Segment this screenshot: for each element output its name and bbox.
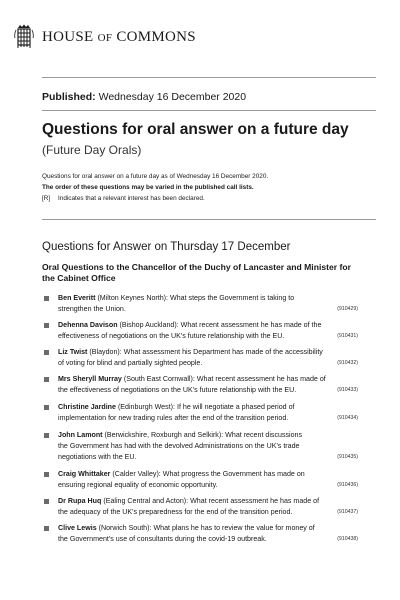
bullet-icon <box>44 350 49 355</box>
bullet-icon <box>44 472 49 477</box>
question-item <box>42 523 382 545</box>
member-name: Ben Everitt <box>58 294 96 302</box>
question-reference: (910431) <box>337 333 358 339</box>
member-name: Clive Lewis <box>58 524 97 532</box>
question-text <box>58 320 358 342</box>
question-text <box>58 430 358 463</box>
published-line <box>42 91 246 103</box>
logo-word-of: OF <box>97 31 113 44</box>
question-text <box>58 496 358 518</box>
member-name: Dehenna Davison <box>58 321 118 329</box>
member-constituency: (Edinburgh West): <box>117 403 175 411</box>
bullet-icon <box>44 405 49 410</box>
member-constituency: (South East Cornwall): <box>123 375 195 383</box>
question-line: What recent assessment he has made of <box>190 497 320 505</box>
member-name: John Lamont <box>58 431 103 439</box>
bullet-icon <box>44 526 49 531</box>
question-line: What recent discussions <box>225 431 303 439</box>
relevant-interest-marker: [R] <box>42 195 51 202</box>
question-item <box>42 293 382 315</box>
question-line: What progress the Government has made on <box>162 470 305 478</box>
question-line: strengthen the Union. <box>58 305 126 313</box>
section-subheading: Oral Questions to the Chancellor of the Duchy of Lancaster and Minister for the Cabinet Office <box>42 262 351 283</box>
question-line: What recent assessment he has made of the <box>180 321 322 329</box>
page-subtitle: (Future Day Orals) <box>42 143 142 157</box>
note-relevant-interest <box>42 195 205 202</box>
question-text <box>58 469 358 491</box>
member-name: Mrs Sheryll Murray <box>58 375 122 383</box>
bullet-icon <box>44 499 49 504</box>
question-line: the Government has had with the devolved Administrations on the UK's trade <box>58 442 300 450</box>
question-reference: (910434) <box>337 415 358 421</box>
member-constituency: (Blaydon): <box>89 348 122 356</box>
relevant-interest-text: Indicates that a relevant interest has been declared. <box>58 195 205 202</box>
question-text <box>58 402 358 424</box>
question-item <box>42 496 382 518</box>
divider-published <box>42 110 376 111</box>
member-constituency: (Calder Valley): <box>112 470 161 478</box>
question-reference: (910435) <box>337 454 358 460</box>
question-reference: (910432) <box>337 360 358 366</box>
question-text <box>58 523 358 545</box>
house-of-commons-logo <box>14 24 196 50</box>
divider-notes <box>42 219 376 220</box>
question-item <box>42 347 382 369</box>
section-heading: Questions for Answer on Thursday 17 December <box>42 241 291 253</box>
question-reference: (910429) <box>337 306 358 312</box>
question-item <box>42 374 382 396</box>
page-title: Questions for oral answer on a future day <box>42 121 349 138</box>
member-name: Liz Twist <box>58 348 88 356</box>
question-line: the adequacy of the UK's preparedness for the end of the transition period. <box>58 508 293 516</box>
portcullis-icon <box>14 24 34 50</box>
question-line: ensuring regional equality of economic opportunity. <box>58 481 218 489</box>
question-item <box>42 402 382 424</box>
question-reference: (910438) <box>337 536 358 542</box>
logo-word-house: HOUSE <box>42 28 94 45</box>
question-line: What steps the Government is taking to <box>170 294 295 302</box>
question-line: What assessment his Department has made of the accessibility <box>123 348 323 356</box>
bullet-icon <box>44 377 49 382</box>
bullet-icon <box>44 296 49 301</box>
question-line: the effectiveness of negotiations on the UK's future relationship with the EU. <box>58 386 297 394</box>
bullet-icon <box>44 433 49 438</box>
published-date: Wednesday 16 December 2020 <box>98 91 247 103</box>
member-constituency: (Berwickshire, Roxburgh and Selkirk): <box>104 431 224 439</box>
question-item <box>42 430 382 463</box>
member-name: Craig Whittaker <box>58 470 111 478</box>
bullet-icon <box>44 323 49 328</box>
divider-top <box>42 77 376 78</box>
member-constituency: (Ealing Central and Acton): <box>103 497 189 505</box>
logo-wordmark <box>42 29 196 46</box>
member-name: Dr Rupa Huq <box>58 497 102 505</box>
member-constituency: (Milton Keynes North): <box>97 294 169 302</box>
question-line: the Government's use of consultants during the covid-19 outbreak. <box>58 535 267 543</box>
question-line: effectiveness of negotiations on the UK's future relationship with the EU. <box>58 332 285 340</box>
member-constituency: (Bishop Auckland): <box>119 321 179 329</box>
note-order: The order of these questions may be varied in the published call lists. <box>42 184 254 191</box>
question-text <box>58 293 358 315</box>
member-constituency: (Norwich South): <box>98 524 152 532</box>
question-line: What plans he has to review the value for money of <box>153 524 315 532</box>
question-item <box>42 469 382 491</box>
logo-word-commons: COMMONS <box>116 28 196 45</box>
question-item <box>42 320 382 342</box>
published-label: Published: <box>42 91 96 103</box>
member-name: Christine Jardine <box>58 403 116 411</box>
question-line: If he will negotiate a phased period of <box>176 403 295 411</box>
question-reference: (910437) <box>337 509 358 515</box>
question-text <box>58 374 358 396</box>
question-line: negotiations with the EU. <box>58 453 137 461</box>
question-reference: (910433) <box>337 387 358 393</box>
question-reference: (910436) <box>337 482 358 488</box>
question-line: What recent assessment he has made of <box>196 375 326 383</box>
question-line: implementation for new trading rules after the end of the transition period. <box>58 414 289 422</box>
question-line: of voting for blind and partially sighted people. <box>58 359 203 367</box>
note-as-of: Questions for oral answer on a future day as of Wednesday 16 December 2020. <box>42 173 269 180</box>
question-text <box>58 347 358 369</box>
